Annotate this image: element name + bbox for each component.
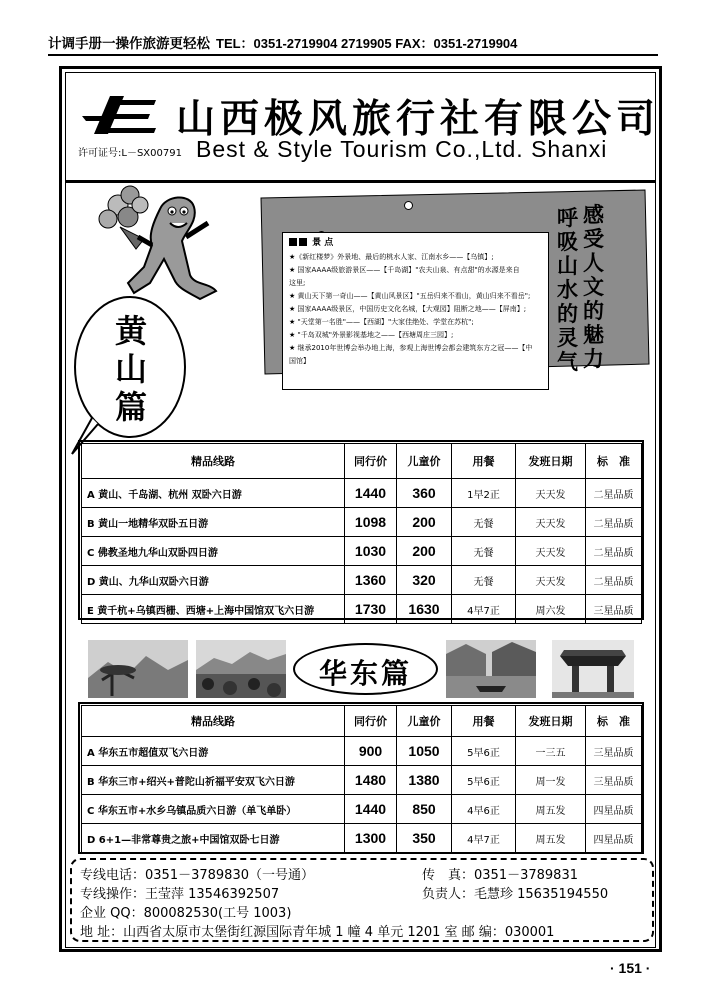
route-child-price: 200 [397, 537, 452, 566]
route-child-price: 1050 [397, 737, 452, 766]
notice-line: 国馆】 [289, 357, 310, 365]
contact-info-box [70, 858, 654, 942]
table-row [82, 479, 642, 508]
slogan-column-right [583, 203, 604, 371]
slogan-char: 文 [583, 274, 604, 299]
route-standard: 二星品质 [586, 479, 642, 508]
notice-line: 这里; [289, 279, 306, 287]
table-row [82, 737, 642, 766]
water-town-photo [446, 640, 536, 698]
col-header: 发班日期 [516, 444, 586, 479]
mascot-illustration-icon [90, 175, 240, 305]
route-price: 1360 [345, 566, 397, 595]
slogan-char: 呼 [557, 205, 578, 230]
route-standard: 三星品质 [586, 595, 642, 624]
route-date: 天天发 [516, 479, 586, 508]
route-date: 天天发 [516, 537, 586, 566]
notice-line: ★ 国家AAAA级景区，中国历史文化名城，【大观园】阻断之地——【屏南】; [289, 305, 527, 313]
table-row [82, 566, 642, 595]
route-date: 周五发 [516, 795, 586, 824]
route-name: B 黄山一地精华双卧五日游 [82, 508, 345, 537]
slogan-char: 受 [583, 226, 604, 251]
col-header: 同行价 [345, 706, 397, 737]
route-standard: 二星品质 [586, 537, 642, 566]
route-child-price: 1630 [397, 595, 452, 624]
route-date: 周五发 [516, 824, 586, 853]
col-header: 用餐 [452, 444, 516, 479]
company-name-en: Best & Style Tourism Co.,Ltd. Shanxi [196, 136, 608, 162]
route-meal: 5早6正 [452, 737, 516, 766]
slogan-char: 气 [557, 349, 578, 374]
huadong-label-bubble [293, 643, 438, 695]
slogan-char: 的 [583, 298, 604, 323]
route-name: D 6+1—非常尊贵之旅+中国馆双卧七日游 [82, 824, 345, 853]
route-meal: 1早2正 [452, 479, 516, 508]
route-standard: 二星品质 [586, 508, 642, 537]
huangshan-label [101, 312, 161, 426]
route-name: C 佛教圣地九华山双卧四日游 [82, 537, 345, 566]
route-child-price: 350 [397, 824, 452, 853]
col-header: 标 准 [586, 444, 642, 479]
route-standard: 四星品质 [586, 824, 642, 853]
license-number: 许可证号:L－SX00791 [78, 148, 182, 159]
route-child-price: 360 [397, 479, 452, 508]
table-row [82, 508, 642, 537]
route-date: 周一发 [516, 766, 586, 795]
route-price: 1440 [345, 479, 397, 508]
slogan-char: 魅 [583, 322, 604, 347]
route-standard: 二星品质 [586, 566, 642, 595]
route-child-price: 200 [397, 508, 452, 537]
route-price: 900 [345, 737, 397, 766]
route-child-price: 850 [397, 795, 452, 824]
huangshan-label-bubble [74, 296, 186, 438]
col-header: 同行价 [345, 444, 397, 479]
huangshan-label-char: 山 [114, 350, 147, 388]
route-child-price: 320 [397, 566, 452, 595]
header-slogan: 计调手册一操作旅游更轻松 [48, 36, 210, 52]
table-header-row [82, 444, 642, 479]
route-price: 1098 [345, 508, 397, 537]
route-meal: 无餐 [452, 508, 516, 537]
route-name: C 华东五市+水乡乌镇品质六日游（单飞单卧） [82, 795, 345, 824]
route-meal: 5早6正 [452, 766, 516, 795]
route-price: 1440 [345, 795, 397, 824]
manager: 负责人：毛慧珍 15635194550 [422, 887, 609, 902]
slogan-char: 的 [557, 301, 578, 326]
route-name: E 黄千杭+乌镇西栅、西塘+上海中国馆双飞六日游 [82, 595, 345, 624]
route-price: 1030 [345, 537, 397, 566]
route-date: 天天发 [516, 566, 586, 595]
table-row [82, 795, 642, 824]
col-header: 用餐 [452, 706, 516, 737]
fax: 传 真：0351－3789831 [422, 868, 578, 883]
notice-line: ★《新红楼梦》外景地、最后的桃水人家、江南水乡——【乌镇】; [289, 253, 494, 261]
route-name: A 黄山、千岛湖、杭州 双卧六日游 [82, 479, 345, 508]
slogan-char: 人 [583, 250, 604, 275]
col-header: 精品线路 [82, 706, 345, 737]
col-header: 发班日期 [516, 706, 586, 737]
header-tel-fax: TEL：0351-2719904 2719905 FAX：0351-2719904 [216, 35, 518, 51]
notice-line: ★ "天堂第一名胜"——【西湖】"大家佳绝处、学堂在苏杭"; [289, 318, 474, 326]
col-header: 精品线路 [82, 444, 345, 479]
slogan-char: 灵 [557, 325, 578, 350]
huangshan-label-char: 黄 [114, 312, 147, 350]
huangshan-route-table [81, 443, 642, 624]
huangshan-label-char: 篇 [114, 388, 147, 426]
notice-line: ★ 黄山天下第一奇山——【黄山风景区】"五岳归来不看山，黄山归来不看岳"; [289, 292, 531, 300]
company-name-cn: 山西极风旅行社有限公司 [176, 96, 661, 142]
slogan-char: 力 [583, 346, 604, 371]
operator: 专线操作：王莹萍 13546392507 [80, 887, 280, 902]
route-standard: 三星品质 [586, 766, 642, 795]
route-child-price: 1380 [397, 766, 452, 795]
table-row [82, 537, 642, 566]
table-row [82, 824, 642, 853]
top-header [48, 30, 658, 56]
slogan-char: 水 [557, 277, 578, 302]
page-number: · 151 · [610, 960, 651, 976]
company-logo-icon [80, 94, 158, 136]
route-name: B 华东三市+绍兴+普陀山祈福平安双飞六日游 [82, 766, 345, 795]
table-row [82, 766, 642, 795]
address: 地 址：山西省太原市太堡街红源国际青年城 1 幢 4 单元 1201 室 邮 编：030001 [80, 925, 555, 940]
route-meal: 4早6正 [452, 795, 516, 824]
huadong-label: 华东篇 [318, 657, 412, 690]
route-meal: 无餐 [452, 537, 516, 566]
col-header: 标 准 [586, 706, 642, 737]
company-qq: 企业 QQ：800082530(工号 1003) [80, 906, 292, 921]
notice-line: ★ 国家AAAA级旅游景区——【千岛湖】"农夫山泉、有点甜"的水源是来自 [289, 266, 520, 274]
slogan-char: 吸 [557, 229, 578, 254]
route-standard: 四星品质 [586, 795, 642, 824]
slogan-column-left [557, 206, 578, 374]
route-date: 一三五 [516, 737, 586, 766]
route-meal: 4早7正 [452, 595, 516, 624]
notice-line: ★ "千岛双城"外景影视基地之——【西塘周庄三园】; [289, 331, 454, 339]
route-meal: 4早7正 [452, 824, 516, 853]
col-header: 儿童价 [397, 444, 452, 479]
route-name: A 华东五市超值双飞六日游 [82, 737, 345, 766]
route-date: 天天发 [516, 508, 586, 537]
route-date: 周六发 [516, 595, 586, 624]
route-price: 1730 [345, 595, 397, 624]
notice-line: ★ 继承2010年世博会举办地上海，参观上海世博会都会建筑东方之冠——【中 [289, 344, 533, 352]
company-banner [72, 80, 661, 180]
lotus-lake-photo [196, 640, 286, 698]
route-name: D 黄山、九华山双卧六日游 [82, 566, 345, 595]
china-pavilion-photo [552, 640, 634, 698]
route-meal: 无餐 [452, 566, 516, 595]
huadong-route-table [81, 705, 642, 853]
slogan-char: 感 [583, 202, 604, 227]
slogan-char: 山 [557, 253, 578, 278]
attractions-notice [282, 232, 549, 390]
route-price: 1480 [345, 766, 397, 795]
route-standard: 三星品质 [586, 737, 642, 766]
notice-title: 景 点 [289, 237, 542, 250]
table-header-row [82, 706, 642, 737]
route-price: 1300 [345, 824, 397, 853]
col-header: 儿童价 [397, 706, 452, 737]
hotline: 专线电话：0351－3789830（一号通） [80, 868, 314, 883]
mountain-pine-photo [88, 640, 188, 698]
table-row [82, 595, 642, 624]
pin-icon [404, 201, 413, 210]
